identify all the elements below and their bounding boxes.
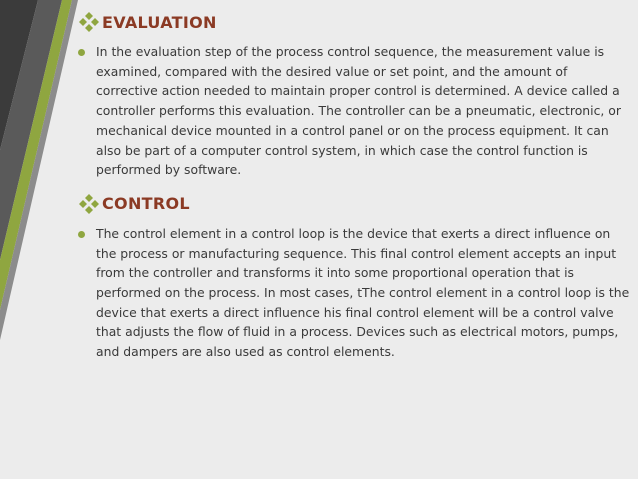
diamond-bullet-icon [78, 193, 100, 215]
bullet-dot-icon [78, 231, 85, 238]
section-heading [78, 8, 630, 36]
section-heading [78, 190, 630, 218]
control-text: The control element in a control loop is the device that exerts a direct influence on the process or manufacturing sequence. This final control element accepts an input from the controller and transforms it into some proportional operation that is performed on the process. In most cases, tThe control element in a control loop is the device that exerts a direct influence his final control element will be a control valve that adjusts the flow of fluid in a process. Devices such as electrical motors, pumps, and dampers are also used as control elements. [96, 225, 630, 360]
slide-content [78, 8, 630, 362]
bullet-dot-icon [78, 49, 85, 56]
heading-evaluation: EVALUATION [102, 12, 217, 32]
heading-control: CONTROL [102, 194, 190, 214]
bullet-item [78, 42, 630, 180]
section-evaluation [78, 8, 630, 180]
bullet-item [78, 224, 630, 362]
section-control [78, 190, 630, 362]
diamond-bullet-icon [78, 11, 100, 33]
evaluation-text: In the evaluation step of the process control sequence, the measurement value is examined, compared with the desired value or set point, and the amount of corrective action needed to maintain proper control is determined. A device called a controller performs this evaluation. The controller can be a pneumatic, electronic, or mechanical device mounted in a control panel or on the process equipment. It can also be part of a computer control system, in which case the control function is performed by software. [96, 44, 621, 178]
